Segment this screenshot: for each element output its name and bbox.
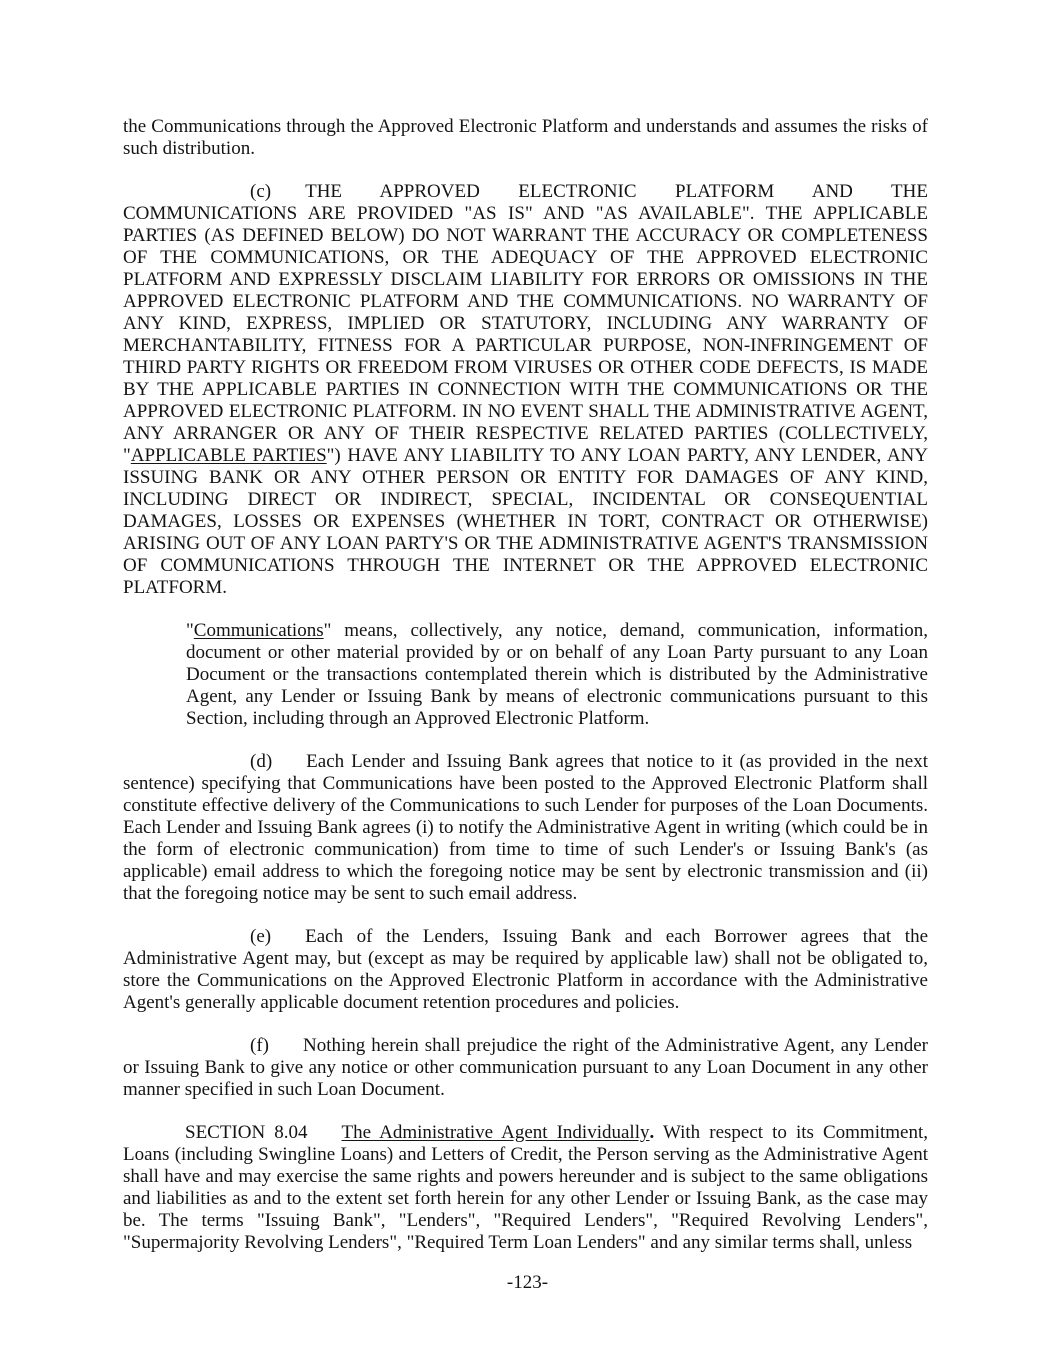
text-run: With respect to its Commitment, Loans (including Swingline Loans) and Letters of Credit, the Person serving as the Administrative Agent shall have and may exercise the same rights and powers hereunder and is subject to the same obligations and liabilities as and to the extent set forth herein for any other Lender or Issuing Bank, as the case may be. The terms "Issuing Bank", "Lenders", "Required Lenders", "Required Revolving Lenders", "Supermajority Revolving Lenders", "Required Term Loan Lenders" and any similar terms shall, unless bbox=[123, 1122, 929, 1253]
text-run: THE APPROVED ELECTRONIC PLATFORM AND THE COMMUNICATIONS ARE PROVIDED "AS IS" AND "AS AVAILABLE". THE APPLICABLE PARTIES (AS DEFINED BELOW) DO NOT WARRANT THE ACCURACY OR COMPLETENESS OF THE COMMUNICATIONS, OR THE ADEQUACY OF THE APPROVED ELECTRONIC PLATFORM AND EXPRESSLY DISCLAIM LIABILITY FOR ERRORS OR OMISSIONS IN THE APPROVED ELECTRONIC PLATFORM AND THE COMMUNICATIONS. NO WARRANTY OF ANY KIND, EXPRESS, IMPLIED OR STATUTORY, INCLUDING ANY WARRANTY OF MERCHANTABILITY, FITNESS FOR A PARTICULAR PURPOSE, NON-INFRINGEMENT OF THIRD PARTY RIGHTS OR FREEDOM FROM VIRUSES OR OTHER CODE DEFECTS, IS MADE BY THE APPLICABLE PARTIES IN CONNECTION WITH THE COMMUNICATIONS OR THE APPROVED ELECTRONIC PLATFORM. IN NO EVENT SHALL THE ADMINISTRATIVE AGENT, ANY ARRANGER OR ANY OF THEIR RESPECTIVE RELATED PARTIES (COLLECTIVELY, " bbox=[123, 181, 928, 466]
text-run: Communications bbox=[193, 620, 324, 641]
document-body bbox=[123, 116, 928, 1254]
text-run: (f) bbox=[250, 1035, 269, 1056]
page-number: -123- bbox=[506, 1272, 549, 1293]
paragraph bbox=[123, 181, 928, 599]
text-run: . bbox=[649, 1122, 655, 1143]
text-run: (e) bbox=[250, 926, 272, 947]
text-run: Each Lender and Issuing Bank agrees that notice to it (as provided in the next sentence) specifying that Communications have been posted to the Approved Electronic Platform shall constitute effective delivery of the Communications to such Lender for purposes of the Loan Documents. Each Lender and Issuing Bank agrees (i) to notify the Administrative Agent in writing (which could be in the form of electronic communication) from time to time of such Lender's or Issuing Bank's (as applicable) email address to which the foregoing notice may be sent by electronic transmission and (ii) that the foregoing notice may be sent to such email address. bbox=[123, 751, 928, 904]
text-run: Nothing herein shall prejudice the right of the Administrative Agent, any Lender or Issuing Bank to give any notice or other communication pursuant to any Loan Document in any other manner specified in such Loan Document. bbox=[123, 1035, 928, 1100]
text-run: (c) bbox=[250, 181, 272, 202]
paragraph bbox=[123, 1122, 928, 1254]
text-run: (d) bbox=[250, 751, 273, 772]
paragraph bbox=[123, 1035, 928, 1101]
text-run: the Communications through the Approved Electronic Platform and understands and assumes the risks of such distribution. bbox=[123, 116, 928, 159]
text-run: Each of the Lenders, Issuing Bank and each Borrower agrees that the Administrative Agent may, but (except as may be required by applicable law) shall not be obligated to, store the Communications on the Approved Electronic Platform in accordance with the Administrative Agent's generally applicable document retention procedures and policies. bbox=[123, 926, 928, 1013]
text-run: APPLICABLE PARTIES bbox=[130, 445, 327, 466]
paragraph bbox=[123, 751, 928, 905]
paragraph bbox=[123, 926, 928, 1014]
text-run: " bbox=[186, 620, 194, 641]
text-run: " means, collectively, any notice, demand, communication, information, document or other material provided by or on behalf of any Loan Party pursuant to any Loan Document or the transactions contemplated therein which is distributed by the Administrative Agent, any Lender or Issuing Bank by means of electronic communications pursuant to this Section, including through an Approved Electronic Platform. bbox=[186, 620, 928, 729]
text-run: SECTION 8.04 bbox=[185, 1122, 308, 1143]
paragraph bbox=[186, 620, 928, 730]
paragraph bbox=[123, 116, 928, 160]
text-run: ") HAVE ANY LIABILITY TO ANY LOAN PARTY, ANY LENDER, ANY ISSUING BANK OR ANY OTHER PERSON OR ENTITY FOR DAMAGES OF ANY KIND, INCLUDING DIRECT OR INDIRECT, SPECIAL, INCIDENTAL OR CONSEQUENTIAL DAMAGES, LOSSES OR EXPENSES (WHETHER IN TORT, CONTRACT OR OTHERWISE) ARISING OUT OF ANY LOAN PARTY'S OR THE ADMINISTRATIVE AGENT'S TRANSMISSION OF COMMUNICATIONS THROUGH THE INTERNET OR THE APPROVED ELECTRONIC PLATFORM. bbox=[123, 445, 928, 598]
text-run: The Administrative Agent Individually bbox=[341, 1122, 650, 1143]
